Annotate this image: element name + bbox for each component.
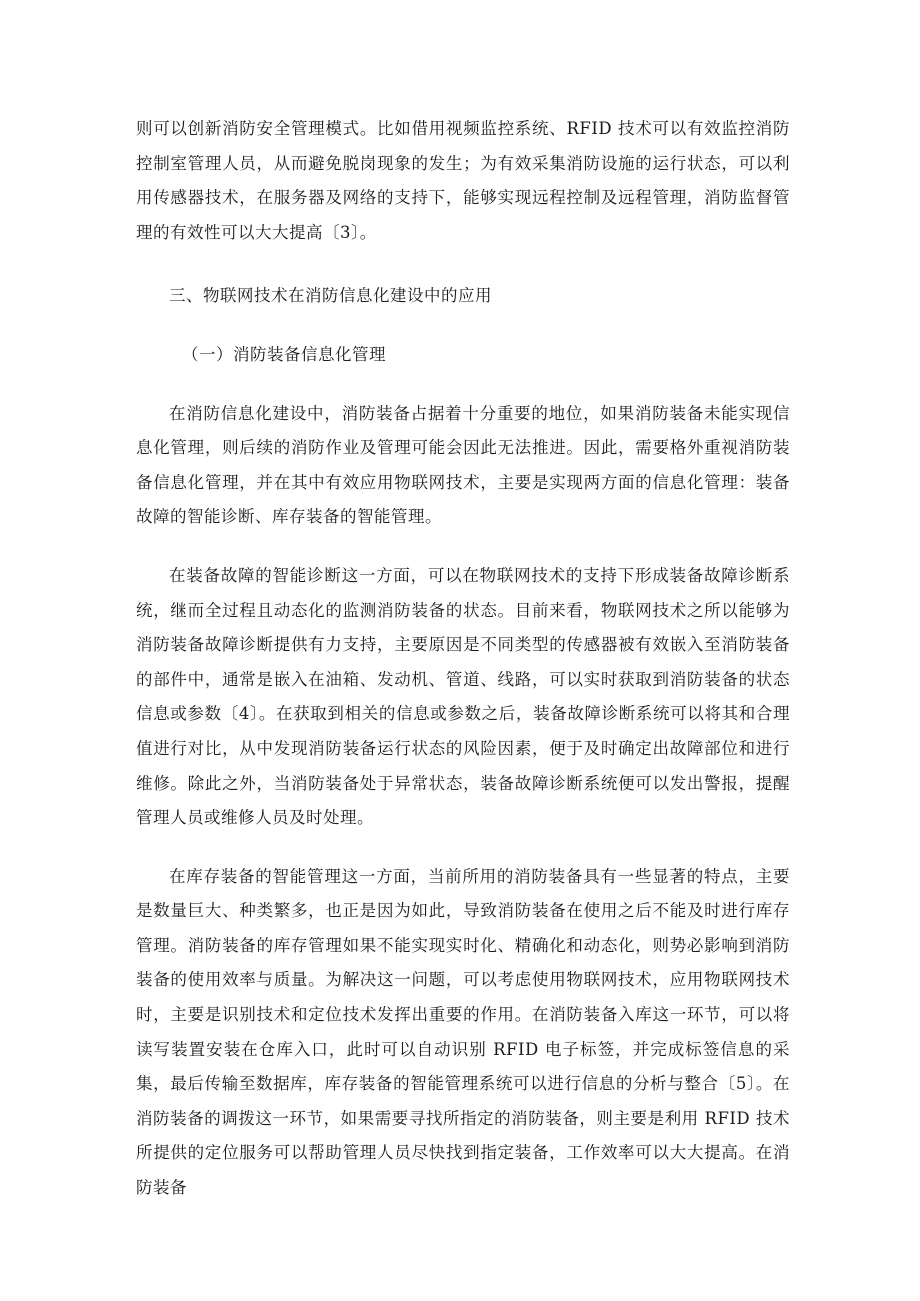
paragraph-equipment-info: 在消防信息化建设中，消防装备占据着十分重要的地位，如果消防装备未能实现信息化管理，则后续的消防作业及管理可能会因此无法推进。因此，需要格外重视消防装备信息化管理，并在其中有效应用物联网技术，主要是实现两方面的信息化管理：装备故障的智能诊断、库存装备的智能管理。 [136,403,790,527]
paragraph-inventory-management: 在库存装备的智能管理这一方面，当前所用的消防装备具有一些显著的特点，主要是数量巨大、种类繁多，也正是因为如此，导致消防装备在使用之后不能及时进行库存管理。消防装备的库存管理如果不能实现实时化、精确化和动态化，则势必影响到消防装备的使用效率与质量。为解决这一问题，可以考虑使用物联网技术，应用物联网技术时，主要是识别技术和定位技术发挥出重要的作用。在消防装备入库这一环节，可以将读写装置安装在仓库入口，此时可以自动识别 RFID 电子标签，并完成标签信息的采集，最后传输至数据库，库存装备的智能管理系统可以进行信息的分析与整合〔5〕。在消防装备的调拨这一环节，如果需要寻找所指定的消防装备，则主要是利用 RFID 技术所提供的定位服务可以帮助管理人员尽快找到指定装备，工作效率可以大大提高。在消防装备 [136,866,790,1198]
paragraph-continuation: 则可以创新消防安全管理模式。比如借用视频监控系统、RFID 技术可以有效监控消防控制室管理人员，从而避免脱岗现象的发生；为有效采集消防设施的运行状态，可以利用传感器技术，在服务器及网络的支持下，能够实现远程控制及远程管理，消防监督管理的有效性可以大大提高〔3〕。 [136,119,790,242]
subsection-heading: （一）消防装备信息化管理 [182,344,386,364]
paragraph-fault-diagnosis: 在装备故障的智能诊断这一方面，可以在物联网技术的支持下形成装备故障诊断系统，继而全过程且动态化的监测消防装备的状态。目前来看，物联网技术之所以能够为消防装备故障诊断提供有力支持，主要原因是不同类型的传感器被有效嵌入至消防装备的部件中，通常是嵌入在油箱、发动机、管道、线路，可以实时获取到消防装备的状态信息或参数〔4〕。在获取到相关的信息或参数之后，装备故障诊断系统可以将其和合理值进行对比，从中发现消防装备运行状态的风险因素，便于及时确定出故障部位和进行维修。除此之外，当消防装备处于异常状态，装备故障诊断系统便可以发出警报，提醒管理人员或维修人员及时处理。 [136,565,790,828]
section-heading: 三、物联网技术在消防信息化建设中的应用 [169,286,492,306]
document-page [136,112,790,1206]
